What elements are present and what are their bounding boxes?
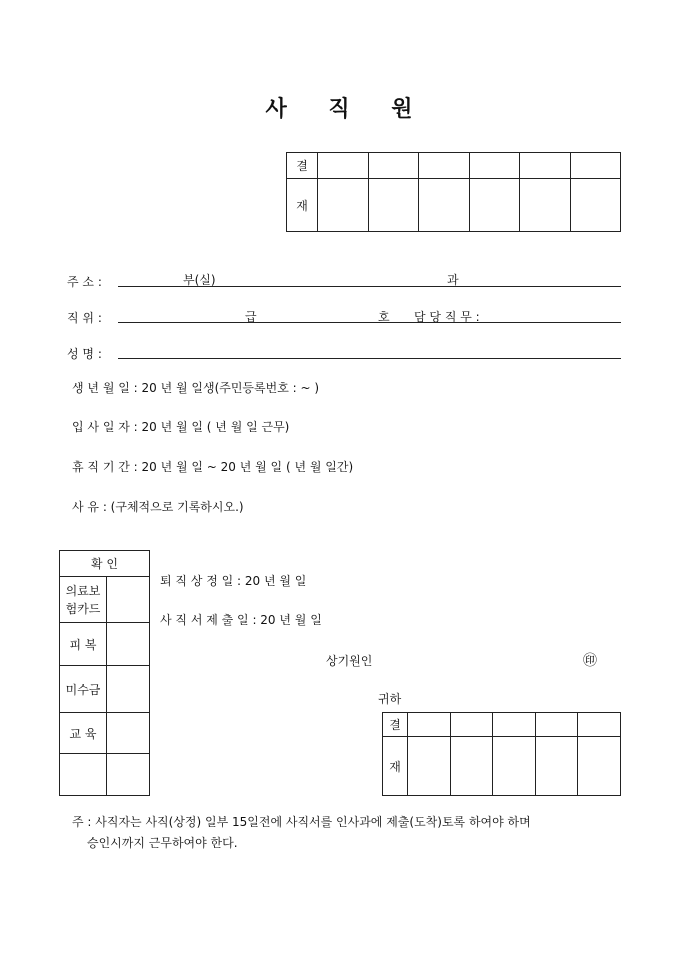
- signature-cell[interactable]: [578, 737, 621, 796]
- confirm-row-label: 교 육: [60, 713, 107, 754]
- confirm-check-cell[interactable]: [107, 577, 150, 623]
- confirm-row-label: 미수금: [60, 666, 107, 713]
- approval-box-bottom: [382, 712, 621, 796]
- approval-box-top: [286, 152, 621, 232]
- signature-cell[interactable]: [408, 737, 451, 796]
- hire-field: 입 사 일 자 : 20 년 월 일 ( 년 월 일 근무): [72, 420, 290, 434]
- section-label: 과: [447, 273, 459, 287]
- confirm-row-label: 의료보 험카드: [60, 577, 107, 623]
- dept-label: 부(실): [183, 273, 216, 287]
- leave-field: 휴 직 기 간 : 20 년 월 일 ~ 20 년 월 일 ( 년 월 일간): [72, 460, 354, 474]
- approval-cell[interactable]: [570, 153, 621, 179]
- submit-date: 사 직 서 제 출 일 : 20 년 월 일: [160, 613, 322, 627]
- confirm-check-cell[interactable]: [107, 713, 150, 754]
- signature-cell[interactable]: [535, 737, 578, 796]
- position-line[interactable]: [118, 322, 621, 323]
- confirm-header: 확 인: [60, 551, 150, 577]
- page-title: 사 직 원: [265, 96, 415, 122]
- confirm-row-label: [60, 754, 107, 796]
- name-line[interactable]: [118, 358, 621, 359]
- address-label: 주 소 :: [67, 275, 102, 289]
- signature-cell[interactable]: [419, 179, 470, 232]
- approval-cell[interactable]: [318, 153, 369, 179]
- recipient-label: 귀하: [378, 692, 402, 706]
- confirm-check-cell[interactable]: [107, 754, 150, 796]
- signature-cell[interactable]: [520, 179, 571, 232]
- signature-cell[interactable]: [570, 179, 621, 232]
- reason-field: 사 유 : (구체적으로 기록하시오.): [72, 500, 244, 514]
- approval-label: 결: [287, 153, 318, 179]
- approval-cell[interactable]: [408, 713, 451, 737]
- confirm-row-label: 피 복: [60, 623, 107, 666]
- note-line-2: 승인시까지 근무하여야 한다.: [87, 836, 238, 850]
- grade-label: 급: [245, 310, 257, 324]
- signature-cell[interactable]: [368, 179, 419, 232]
- birth-field: 생 년 월 일 : 20 년 월 일생(주민등록번호 : ~ ): [72, 381, 320, 395]
- approval-cell[interactable]: [493, 713, 536, 737]
- address-line[interactable]: [118, 286, 621, 287]
- note-line-1: 주 : 사직자는 사직(상정) 일부 15일전에 사직서를 인사과에 제출(도착)토록 하여야 하며: [72, 815, 531, 829]
- applicant-label: 상기원인: [326, 654, 373, 668]
- approval-cell[interactable]: [368, 153, 419, 179]
- signature-cell[interactable]: [469, 179, 520, 232]
- approval-label: 재: [287, 179, 318, 232]
- approval-cell[interactable]: [469, 153, 520, 179]
- approval-cell[interactable]: [419, 153, 470, 179]
- signature-cell[interactable]: [493, 737, 536, 796]
- approval-cell[interactable]: [520, 153, 571, 179]
- approval-label: 재: [383, 737, 408, 796]
- duty-label: 담 당 직 무 :: [414, 310, 480, 324]
- approval-cell[interactable]: [450, 713, 493, 737]
- confirm-check-cell[interactable]: [107, 666, 150, 713]
- ho-label: 호: [378, 310, 390, 324]
- approval-cell[interactable]: [535, 713, 578, 737]
- approval-label: 결: [383, 713, 408, 737]
- seal-mark: ㊞: [583, 653, 597, 669]
- approval-cell[interactable]: [578, 713, 621, 737]
- signature-cell[interactable]: [450, 737, 493, 796]
- confirm-table: [59, 550, 150, 796]
- retire-date: 퇴 직 상 정 일 : 20 년 월 일: [160, 574, 307, 588]
- name-label: 성 명 :: [67, 347, 102, 361]
- confirm-check-cell[interactable]: [107, 623, 150, 666]
- signature-cell[interactable]: [318, 179, 369, 232]
- position-label: 직 위 :: [67, 311, 102, 325]
